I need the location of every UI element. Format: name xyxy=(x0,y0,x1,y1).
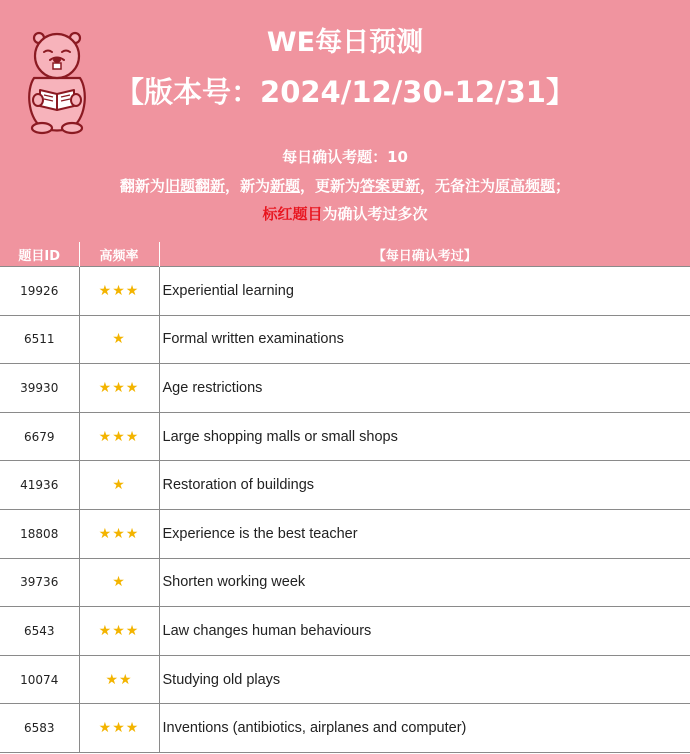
table-row xyxy=(0,558,690,607)
table-row xyxy=(0,315,690,364)
topic-title: Law changes human behaviours xyxy=(159,607,690,656)
legend-text: ； xyxy=(555,177,571,195)
table-row xyxy=(0,704,690,753)
topic-id: 18808 xyxy=(0,509,79,558)
page-title: WE每日预测 xyxy=(266,27,424,58)
daily-count-line: 每日确认考题：10 xyxy=(282,148,408,166)
topic-title: Inventions (antibiotics, airplanes and computer) xyxy=(159,704,690,753)
legend-term-old-renewed: 旧题翻新 xyxy=(164,177,225,195)
topic-title: Shorten working week xyxy=(159,558,690,607)
legend-text: ，更新为 xyxy=(299,177,360,195)
topic-title: Formal written examinations xyxy=(159,315,690,364)
legend-line xyxy=(0,175,690,196)
legend-text: 翻新为 xyxy=(119,177,165,195)
frequency-stars: ★★★ xyxy=(79,509,159,558)
legend-text: ，新为 xyxy=(224,177,270,195)
topic-title: Studying old plays xyxy=(159,655,690,704)
frequency-stars: ★ xyxy=(79,315,159,364)
topic-title: Experiential learning xyxy=(159,267,690,316)
column-header-frequency: 高频率 xyxy=(79,242,159,267)
table-row xyxy=(0,412,690,461)
topic-title: Restoration of buildings xyxy=(159,461,690,510)
legend-text: ，无备注为 xyxy=(420,177,496,195)
table-row xyxy=(0,607,690,656)
topic-id: 6543 xyxy=(0,607,79,656)
table-header-row xyxy=(0,242,690,267)
legend-term-new: 新题 xyxy=(269,177,300,195)
topic-id: 41936 xyxy=(0,461,79,510)
red-note-text: 为确认考过多次 xyxy=(322,205,428,223)
table-row xyxy=(0,364,690,413)
legend-term-answer-updated: 答案更新 xyxy=(360,177,421,195)
frequency-stars: ★★★ xyxy=(79,364,159,413)
table-row xyxy=(0,267,690,316)
frequency-stars: ★★ xyxy=(79,655,159,704)
topic-id: 39930 xyxy=(0,364,79,413)
column-header-id: 题目ID xyxy=(0,242,79,267)
topic-title: Age restrictions xyxy=(159,364,690,413)
version-label: 【版本号：2024/12/30-12/31】 xyxy=(115,75,575,109)
red-highlight-term: 标红题目 xyxy=(262,205,323,223)
topic-id: 39736 xyxy=(0,558,79,607)
table-row xyxy=(0,509,690,558)
frequency-stars: ★★★ xyxy=(79,607,159,656)
frequency-stars: ★ xyxy=(79,558,159,607)
frequency-stars: ★ xyxy=(79,461,159,510)
table-row xyxy=(0,461,690,510)
topic-id: 6511 xyxy=(0,315,79,364)
topic-title: Large shopping malls or small shops xyxy=(159,412,690,461)
red-note-line xyxy=(0,203,690,224)
header-banner xyxy=(0,0,690,242)
topic-id: 19926 xyxy=(0,267,79,316)
frequency-stars: ★★★ xyxy=(79,412,159,461)
table-row xyxy=(0,655,690,704)
frequency-stars: ★★★ xyxy=(79,704,159,753)
topic-title: Experience is the best teacher xyxy=(159,509,690,558)
topics-table xyxy=(0,242,690,753)
topic-id: 6679 xyxy=(0,412,79,461)
frequency-stars: ★★★ xyxy=(79,267,159,316)
topic-id: 6583 xyxy=(0,704,79,753)
legend-term-high-frequency: 原高频题 xyxy=(495,177,556,195)
topic-id: 10074 xyxy=(0,655,79,704)
column-header-topic: 【每日确认考过】 xyxy=(159,242,690,267)
